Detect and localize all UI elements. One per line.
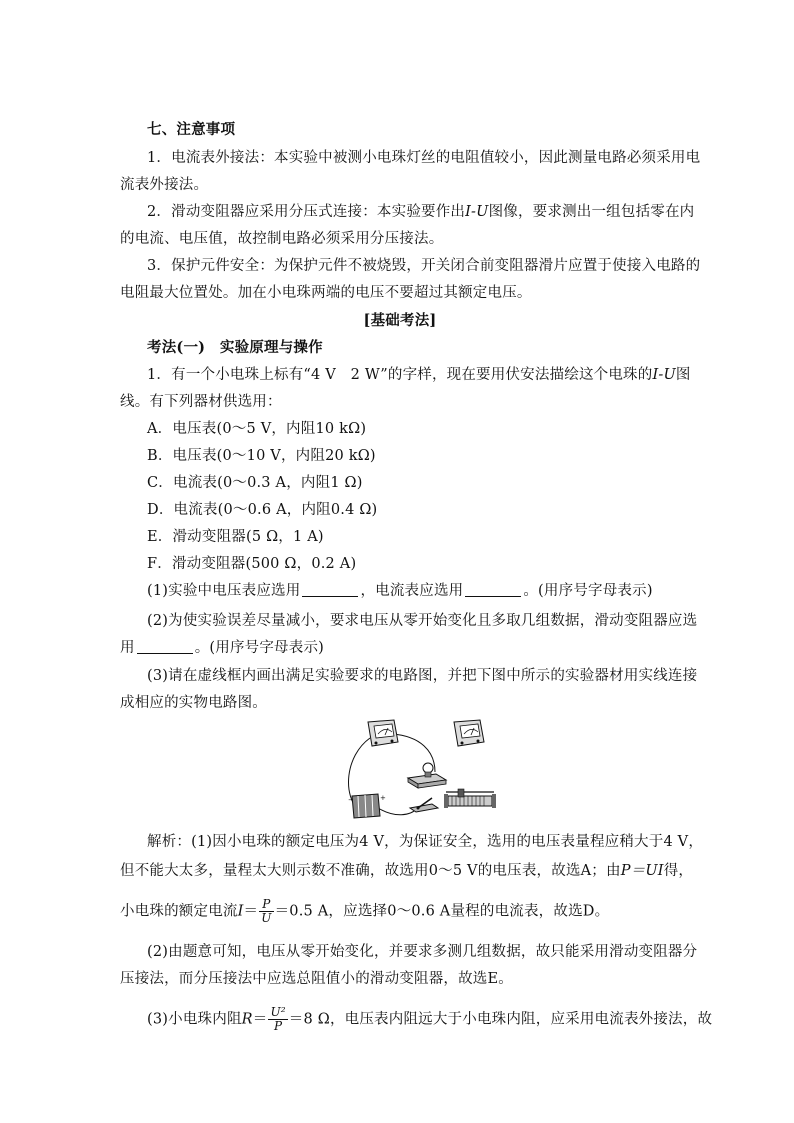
voltmeter-icon [454,720,484,746]
fraction-u2-over-p: $\frac{\text{U²}}{P}$ [270,1005,286,1033]
question-line-1: 1．有一个小电珠上标有“4 V 2 W”的字样，现在要用伏安法描绘这个电珠的I-U图 [147,367,691,383]
solution-2-line-2: 压接法，而分压接法中应选总阻值小的滑动变阻器，故选E。 [120,971,513,987]
note-3-line-2: 电阻最大位置处。加在小电珠两端的电压不要超过其额定电压。 [120,285,532,301]
note-2-line-2: 的电流、电压值，故控制电路必须采用分压接法。 [120,231,444,247]
option-f: F．滑动变阻器(500 Ω，0.2 A) [147,556,357,572]
battery-icon [348,794,386,818]
subquestion-3-line-1: (3)请在虚线框内画出满足实验要求的电路图，并把下图中所示的实验器材用实线连接 [147,668,698,684]
subquestion-2-line-1: (2)为使实验误差尽量减小，要求电压从零开始变化且多取几组数据，滑动变阻器应选 [147,613,698,629]
question-line-2: 线。有下列器材供选用： [120,394,282,410]
solution-2-line-1: (2)由题意可知，电压从零开始变化，并要求多测几组数据，故只能采用滑动变阻器分 [147,944,698,960]
answer-blank-ammeter[interactable] [465,582,521,597]
answer-blank-rheostat[interactable] [137,639,193,654]
note-3-line-1: 3．保护元件安全：为保护元件不被烧毁，开关闭合前变阻器滑片应置于使接入电路的 [147,258,701,274]
method-subheading: 考法(一) 实验原理与操作 [147,339,323,356]
svg-text:+: + [380,794,386,802]
subquestion-1: (1)实验中电压表应选用 ，电流表应选用 。(用序号字母表示) [147,583,653,599]
solution-1-line-1: 解析：(1)因小电珠的额定电压为4 V，为保证安全，选用的电压表量程应稍大于4 V， [147,834,704,850]
note-1-line-2: 流表外接法。 [120,177,209,193]
section-title: 七、注意事项 [147,121,236,138]
bulb-icon [408,763,446,788]
rheostat-icon [444,789,496,808]
circuit-apparatus-figure [340,716,500,822]
option-e: E．滑动变阻器(5 Ω，1 A) [147,529,324,545]
fraction-p-over-u: $\frac{P}{U}$ [261,897,272,925]
switch-icon [410,798,438,812]
note-2-line-1: 2．滑动变阻器应采用分压式连接：本实验要作出I-U图像，要求测出一组包括零在内 [147,204,695,220]
option-c: C．电流表(0～0.3 A，内阻1 Ω) [147,475,363,491]
solution-1-line-3: 小电珠的额定电流I＝ $\frac{P}{U}$ ＝0.5 A，应选择0～0.6 A量程的电流表，故选D。 [120,897,610,925]
answer-blank-voltmeter[interactable] [302,582,358,597]
svg-text:−: − [348,796,354,804]
solution-1-line-2: 但不能大太多，量程太大则示数不准确，故选用0～5 V的电压表，故选A；由P＝UI得， [120,863,694,879]
subquestion-2-line-2: 用 。(用序号字母表示) [120,640,325,656]
note-1-line-1: 1．电流表外接法：本实验中被测小电珠灯丝的电阻值较小，因此测量电路必须采用电 [147,150,701,166]
option-b: B．电压表(0～10 V，内阻20 kΩ) [147,448,376,464]
ammeter-icon [368,720,398,746]
option-d: D．电流表(0～0.6 A，内阻0.4 Ω) [147,502,378,518]
subquestion-3-line-2: 成相应的实物电路图。 [120,695,267,711]
solution-3-line-1: (3)小电珠内阻R＝ $\frac{\text{U²}}{P}$ ＝8 Ω，电压表内阻远大于小电珠内阻，应采用电流表外接法，故 [147,1005,713,1033]
basic-methods-heading: [基础考法] [363,312,437,329]
option-a: A．电压表(0～5 V，内阻10 kΩ) [147,421,367,437]
